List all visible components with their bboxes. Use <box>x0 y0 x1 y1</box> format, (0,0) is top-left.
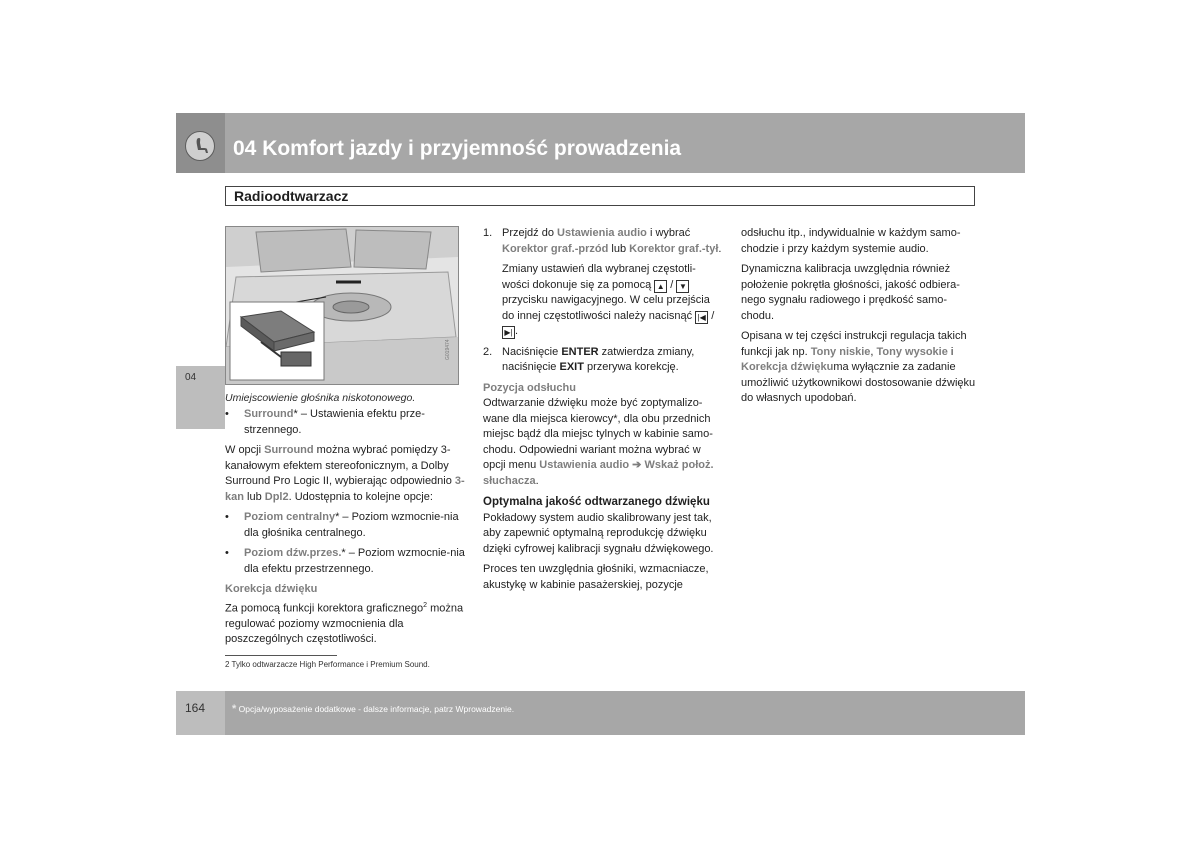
subheading-equalizer: Korekcja dźwięku <box>225 583 318 595</box>
step-2: 2. Naciśnięcie ENTER zatwierdza zmiany, naciśnięcie EXIT przerywa korekcję. <box>483 345 695 373</box>
chapter-title: 04 Komfort jazdy i przyjemność prowadzenia <box>233 137 682 160</box>
figure-code: G019474 <box>445 339 451 360</box>
paragraph: Proces ten uwzględnia głośniki, wzmacniacze, akustykę w kabinie pasażerskiej, pozycje <box>483 563 709 591</box>
column-2 <box>483 226 723 598</box>
list-item: • Poziom centralny* – Poziom wzmocnie-nia dla głośnika centralnego. <box>225 511 459 539</box>
subheading-listening-position: Pozycja odsłuchu <box>483 381 576 394</box>
seat-icon <box>185 131 215 161</box>
side-tab-label: 04 <box>185 372 197 383</box>
up-arrow-key-icon: ▲ <box>654 280 667 293</box>
footer-note: * Opcja/wyposażenie dodatkowe - dalsze informacje, patrz Wprowadzenie. <box>232 703 515 715</box>
next-key-icon: ▶| <box>502 326 515 339</box>
column-3 <box>741 226 978 412</box>
down-arrow-key-icon: ▼ <box>676 280 689 293</box>
list-item: • Surround* – Ustawienia efektu prze-strzennego. <box>225 408 425 436</box>
paragraph: W opcji Surround można wybrać pomiędzy 3-kanałowym efektem stereofonicznym, a Dolby Surround Pro Logic II, wybierając odpowiednio 3-kan lub Dpl2. Udostępnia to kolejne opcje: <box>225 444 465 503</box>
paragraph: Za pomocą funkcji korektora graficznego$^2$ można regulować poziomy wzmocnienia dla poszczególnych częstotliwości. <box>225 601 464 646</box>
list-item: • Poziom dźw.przes.* – Poziom wzmocnie-nia dla efektu przestrzennego. <box>225 547 465 575</box>
page-number: 164 <box>185 701 206 715</box>
step-1-detail: Zmiany ustawień dla wybranej częstotli-wości dokonuje się za pomocą ▲ / ▼ przycisku nawigacyjnego. W celu przejścia do innej częstotliwości należy nacisnąć |◀ / ▶| . <box>502 263 715 337</box>
footnote-divider <box>225 655 337 656</box>
subheading-optimal-quality: Optymalna jakość odtwarzanego dźwięku <box>483 496 710 508</box>
paragraph: Odtwarzanie dźwięku może być zoptymalizo-wane dla miejsca kierowcy*, dla obu przednich miejsc bądź dla miejsc tylnych w kabinie samo-chodu. Odpowiedni wariant można wybrać w opcji menu Ustawienia audio ➔ Wskaż położ. słuchacza. <box>483 397 714 487</box>
step-1: 1. Przejdź do Ustawienia audio i wybrać Korektor graf.-przód lub Korektor graf.-tył. <box>483 227 722 255</box>
paragraph: Pokładowy system audio skalibrowany jest tak, aby zapewnić optymalną reprodukcję dźwięku dzięki cyfrowej kalibracji sygnału dźwiękowego. <box>483 511 714 555</box>
prev-key-icon: |◀ <box>695 311 708 324</box>
subwoofer-figure <box>225 226 459 385</box>
paragraph: Opisana w tej części instrukcji regulacja takich funkcji jak np. Tony niskie, Tony wysokie i Korekcja dźwiękuma wyłącznie za zadanie umożliwić użytkownikowi dostosowanie dźwięku do własnych upodobań. <box>741 330 976 404</box>
footnote: 2 Tylko odtwarzacze High Performance i Premium Sound. <box>225 660 430 669</box>
column-1 <box>225 407 465 653</box>
section-header <box>225 186 975 206</box>
paragraph: odsłuchu itp., indywidualnie w każdym samo-chodzie i przy każdym systemie audio. <box>741 227 961 255</box>
section-title: Radioodtwarzacz <box>234 188 349 204</box>
figure-caption: Umiejscowienie głośnika niskotonowego. <box>225 392 416 404</box>
chapter-side-tab <box>176 366 225 429</box>
paragraph: Dynamiczna kalibracja uwzględnia również położenie pokrętła głośności, jakość odbiera-nego sygnału radiowego i prędkość samo-chodu. <box>741 263 960 322</box>
